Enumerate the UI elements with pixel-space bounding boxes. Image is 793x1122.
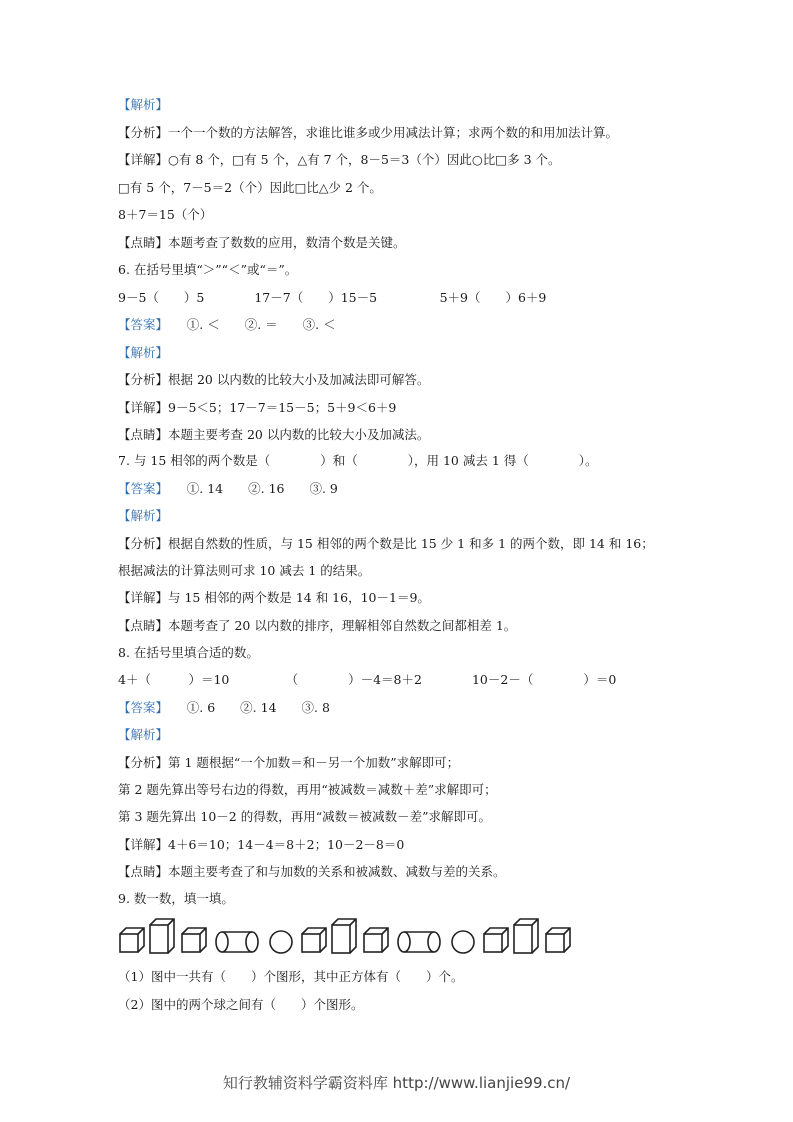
text-line	[118, 891, 234, 907]
text-line	[118, 180, 382, 196]
section-label: 【答案】	[118, 700, 162, 715]
text-line	[118, 563, 370, 579]
line-text: 第 3 题先算出 10－2 的得数，再用“减数＝被减数－差”求解即可。	[118, 809, 491, 824]
text-line	[118, 864, 506, 880]
text-line	[118, 152, 561, 168]
line-text: ①. ＜ ②. ＝ ③. ＜	[161, 317, 336, 332]
cube-shape-1	[120, 928, 144, 952]
text-line	[118, 700, 330, 716]
text-line	[118, 207, 212, 223]
line-text: 6. 在括号里填“＞”“＜”或“＝”。	[118, 262, 298, 277]
line-text: 9. 数一数，填一填。	[118, 891, 234, 906]
line-text: 【点睛】本题主要考查 20 以内数的比较大小及加减法。	[118, 427, 430, 442]
line-text: （1）图中一共有（ ）个图形，其中正方体有（ ）个。	[118, 969, 464, 984]
text-line	[118, 262, 297, 278]
text-line	[118, 481, 338, 497]
tall-cuboid-shape-3	[514, 919, 538, 953]
line-text: 4＋（ ）＝10 （ ）－4＝8＋2 10－2－（ ）＝0	[118, 672, 617, 687]
text-line	[118, 372, 429, 388]
text-line	[118, 536, 654, 552]
text-line	[118, 97, 168, 113]
text-line	[118, 755, 459, 771]
line-text: 【分析】根据自然数的性质，与 15 相邻的两个数是比 15 少 1 和多 1 的两个数，即 14 和 16；	[118, 536, 654, 551]
text-line	[118, 508, 168, 524]
line-text: 【分析】一个一个数的方法解答，求谁比谁多或少用减法计算；求两个数的和用加法计算。	[118, 125, 619, 140]
line-text: 【详解】4＋6＝10；14－4＝8＋2；10－2－8＝0	[118, 837, 405, 852]
line-text: ①. 14 ②. 16 ③. 9	[161, 481, 338, 496]
line-text: 【点睛】本题考查了数数的应用，数清个数是关键。	[118, 235, 406, 250]
text-line	[118, 672, 616, 688]
line-text: 【详解】○有 8 个，□有 5 个，△有 7 个，8－5＝3（个）因此○比□多 3 个。	[118, 152, 561, 167]
line-text: 【点睛】本题主要考查了和与加数的关系和被减数、减数与差的关系。	[118, 864, 506, 879]
line-text: 9－5（ ）5 17－7（ ）15－5 5＋9（ ）6＋9	[118, 290, 547, 305]
shapes-figure	[118, 916, 578, 958]
section-label: 【解析】	[118, 345, 169, 360]
cube-shape-2	[182, 928, 206, 952]
text-line	[118, 290, 546, 306]
section-label: 【解析】	[118, 508, 169, 523]
text-line	[118, 590, 430, 606]
text-line	[118, 453, 598, 469]
text-line	[118, 969, 463, 985]
text-line	[118, 235, 406, 251]
text-line	[118, 997, 363, 1013]
text-line	[118, 125, 618, 141]
line-text: ①. 6 ②. 14 ③. 8	[161, 700, 330, 715]
line-text: 8＋7＝15（个）	[118, 207, 213, 222]
line-text: 【分析】第 1 题根据“一个加数＝和－另一个加数”求解即可；	[118, 755, 460, 770]
line-text: 【详解】9－5＜5；17－7＝15－5；5＋9＜6＋9	[118, 400, 397, 415]
text-line	[118, 345, 168, 361]
line-text: 8. 在括号里填合适的数。	[118, 645, 259, 660]
line-text: 【分析】根据 20 以内数的比较大小及加减法即可解答。	[118, 372, 430, 387]
text-line	[118, 427, 429, 443]
sphere-shape-1	[270, 931, 292, 953]
line-text: 7. 与 15 相邻的两个数是（ ）和（ ），用 10 减去 1 得（ ）。	[118, 453, 598, 468]
line-text: 根据减法的计算法则可求 10 减去 1 的结果。	[118, 563, 371, 578]
section-label: 【解析】	[118, 727, 169, 742]
line-text: 【详解】与 15 相邻的两个数是 14 和 16，10－1＝9。	[118, 590, 430, 605]
cube-shape-6	[546, 928, 570, 952]
tall-cuboid-shape-1	[150, 919, 174, 953]
text-line	[118, 317, 336, 333]
line-text: （2）图中的两个球之间有（ ）个图形。	[118, 997, 364, 1012]
line-text: 第 2 题先算出等号右边的得数，再用“被减数＝减数＋差”求解即可；	[118, 782, 497, 797]
line-text: □有 5 个，7－5＝2（个）因此□比△少 2 个。	[118, 180, 382, 195]
text-line	[118, 400, 396, 416]
line-text: 【点睛】本题考查了 20 以内数的排序，理解相邻自然数之间都相差 1。	[118, 618, 517, 633]
cube-shape-5	[484, 928, 508, 952]
text-line	[118, 837, 404, 853]
sphere-shape-2	[452, 931, 474, 953]
section-label: 【答案】	[118, 317, 162, 332]
cylinder-shape-2	[398, 932, 440, 952]
tall-cuboid-shape-2	[332, 919, 356, 953]
text-line	[118, 645, 259, 661]
cube-shape-3	[302, 928, 326, 952]
cylinder-shape-1	[216, 932, 258, 952]
text-line	[118, 727, 168, 743]
text-line	[118, 782, 497, 798]
text-line	[118, 809, 491, 825]
text-line	[118, 618, 516, 634]
section-label: 【解析】	[118, 97, 169, 112]
section-label: 【答案】	[118, 481, 162, 496]
cube-shape-4	[364, 928, 388, 952]
footer-watermark: 知行教辅资料学霸资料库 http://www.lianjie99.cn/	[222, 1074, 571, 1092]
